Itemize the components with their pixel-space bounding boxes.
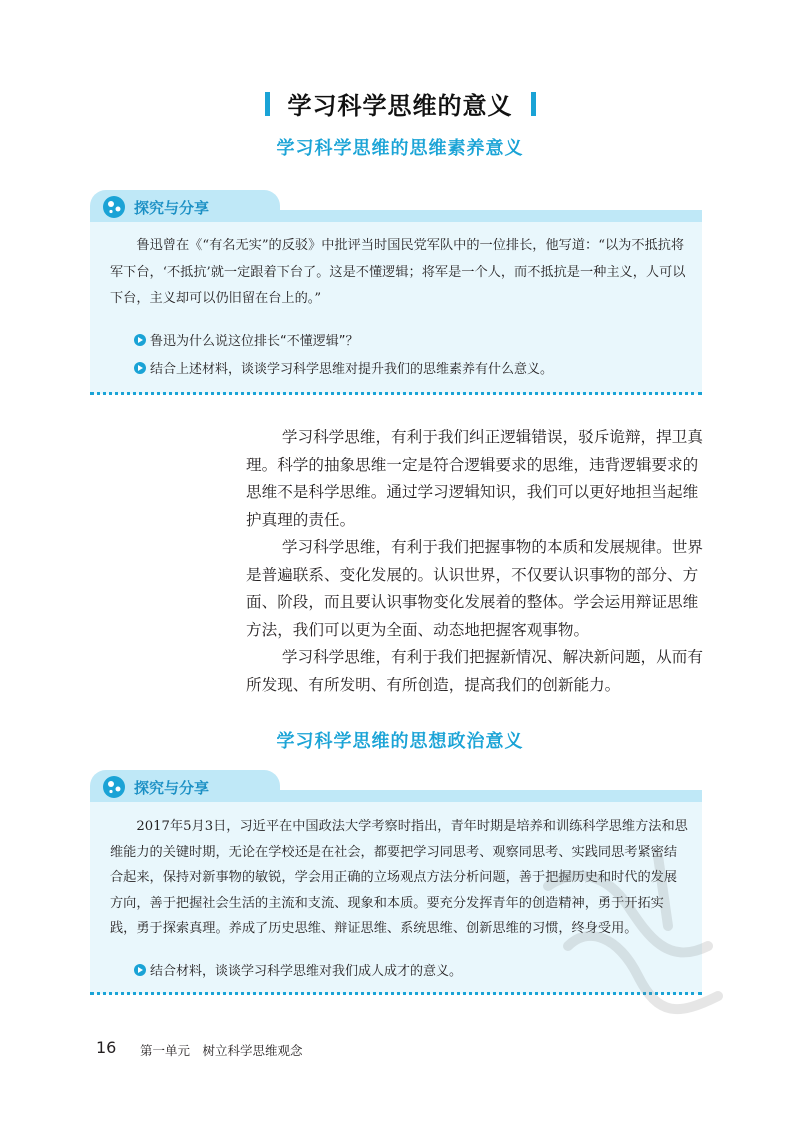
section1-box-border (90, 392, 702, 395)
play-bullet-icon (134, 362, 146, 374)
title-right-bar (531, 92, 536, 116)
section1-question-2 (134, 358, 553, 377)
section2-tab-label: 探究与分享 (134, 779, 210, 797)
body-paragraph-1: 学习科学思维，有利于我们纠正逻辑错误，驳斥诡辩，捍卫真理。科学的抽象思维一定是符合逻辑要求的思维，违背逻辑要求的思维不是科学思维。通过学习逻辑知识，我们可以更好地担当起维护真理的责任。 (246, 428, 703, 529)
section1-tab (90, 190, 702, 222)
section2-quote: 2017年5月3日，习近平在中国政法大学考察时指出，青年时期是培养和训练科学思维方法和思维能力的关键时期，无论在学校还是在社会，都要把学习同思考、观察同思考、实践同思考紧密结合起来，保持对新事物的敏锐，学会用正确的立场观点方法分析问题，善于把握历史和时代的发展方向，善于把握社会生活的主流和支流、现象和本质。要充分发挥青年的创造精神，勇于开拓实践，勇于探索真理。养成了历史思维、辩证思维、系统思维、创新思维的习惯，终身受用。 (110, 819, 688, 936)
section2-question-1 (134, 960, 462, 979)
question-text: 结合材料，谈谈学习科学思维对我们成人成才的意义。 (150, 964, 463, 979)
body-text (246, 424, 704, 699)
page-title: 学习科学思维的意义 (287, 92, 513, 120)
question-text: 结合上述材料，谈谈学习科学思维对提升我们的思维素养有什么意义。 (150, 362, 554, 377)
section1-question-1 (134, 330, 358, 349)
play-bullet-icon (134, 964, 146, 976)
section2-tab (90, 770, 702, 802)
page-title-row (0, 86, 800, 121)
section1-tab-label: 探究与分享 (134, 199, 210, 217)
play-bullet-icon (134, 334, 146, 346)
section1-quote: 鲁迅曾在《“有名无实”的反驳》中批评当时国民党军队中的一位排长，他写道：“以为不抵抗将军下台，‘不抵抗’就一定跟着下台了。这是不懂逻辑；将军是一个人，而不抵抗是一种主义，人可以下台，主义却可以仍旧留在台上的。” (110, 238, 686, 306)
footer-unit-title: 第一单元 树立科学思维观念 (140, 1043, 303, 1058)
body-paragraph-3: 学习科学思维，有利于我们把握新情况、解决新问题，从而有所发现、有所发明、有所创造，提高我们的创新能力。 (246, 648, 703, 694)
question-text: 鲁迅为什么说这位排长“不懂逻辑”？ (150, 334, 359, 349)
section2-heading: 学习科学思维的思想政治意义 (276, 731, 524, 752)
watermark-icon (518, 826, 738, 1026)
explore-share-icon (102, 195, 126, 219)
title-left-bar (265, 92, 270, 116)
body-paragraph-2: 学习科学思维，有利于我们把握事物的本质和发展规律。世界是普遍联系、变化发展的。认识世界，不仅要认识事物的部分、方面、阶段，而且要认识事物变化发展着的整体。学会运用辩证思维方法，我们可以更为全面、动态地把握客观事物。 (246, 538, 703, 639)
explore-share-icon (102, 775, 126, 799)
section1-heading: 学习科学思维的思维素养意义 (276, 138, 524, 159)
page-number: 16 (96, 1038, 117, 1057)
